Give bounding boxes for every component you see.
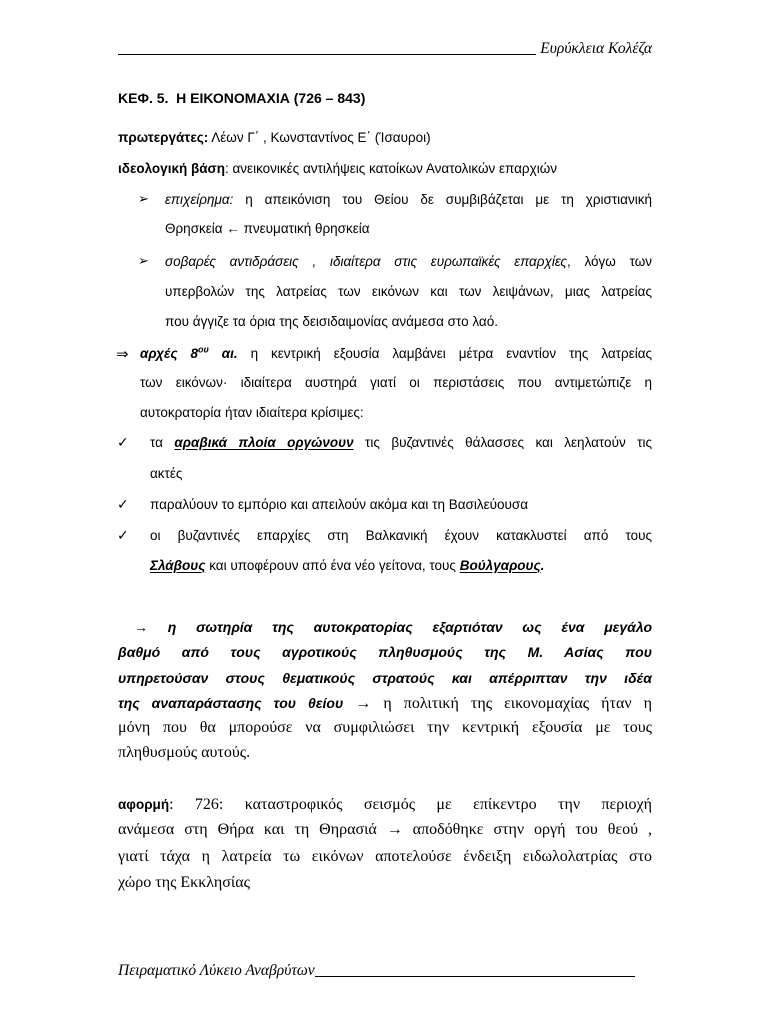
measures-term bbox=[140, 346, 238, 361]
measures-line-1 bbox=[140, 344, 652, 364]
threat-arab-fleet-line-2: ακτές bbox=[150, 466, 183, 481]
footer-school: Πειραματικό Λύκειο Αναβρύτων bbox=[118, 962, 315, 979]
trigger-line-1 bbox=[118, 795, 652, 815]
measures-term-superscript: ου bbox=[198, 344, 209, 355]
point-reactions-term: σοβαρές αντιδράσεις , ιδιαίτερα στις ευρωπαϊκές επαρχίες bbox=[165, 254, 567, 269]
page-footer bbox=[118, 960, 635, 982]
point-reactions-line-2: υπερβολών της λατρείας των εικόνων και των λειψάνων, μιας λατρείας bbox=[165, 284, 652, 299]
footer-rule bbox=[315, 976, 635, 977]
trigger-line-4: χώρο της Εκκλησίας bbox=[118, 874, 250, 891]
threat-arab-fleet-text: τις βυζαντινές θάλασσες και λεηλατούν τις bbox=[353, 435, 652, 450]
checkmark-icon: ✓ bbox=[117, 528, 129, 544]
point-argument-term: επιχείρημα: bbox=[165, 192, 234, 207]
threat-arab-fleet-highlight: αραβικά πλοία οργώνουν bbox=[174, 435, 354, 450]
threat-arab-fleet-line-1 bbox=[150, 433, 652, 453]
header-rule bbox=[118, 54, 536, 55]
point-reactions-text: , λόγω των bbox=[567, 254, 652, 269]
ideological-basis-line bbox=[118, 159, 557, 179]
threat-arab-fleet-pre: τα bbox=[150, 435, 175, 450]
trigger-label: αφορμή bbox=[118, 797, 170, 812]
point-reactions-line-1 bbox=[165, 252, 652, 272]
threat-trade-line: παραλύουν το εμπόριο και απειλούν ακόμα και τη Βασιλεύουσα bbox=[150, 497, 529, 512]
point-argument-text: η απεικόνιση του Θείου δε συμβιβάζεται με τη χριστιανική bbox=[233, 192, 652, 207]
conclusion-line-4 bbox=[118, 693, 652, 713]
arrowhead-bullet-icon: ➢ bbox=[138, 192, 149, 207]
threat-balkans-middle: και υποφέρουν από ένα νέο γείτονα, τους bbox=[205, 558, 460, 573]
trigger-line-2: ανάμεσα στη Θήρα και τη Θηρασιά → αποδόθηκε στην οργή του θεού , bbox=[118, 821, 652, 838]
threat-balkans-end: . bbox=[540, 558, 545, 573]
bulgars-highlight: Βούλγαρους bbox=[459, 558, 541, 573]
chapter-title: ΚΕΦ. 5. Η ΕΙΚΟΝΟΜΑΧΙΑ (726 – 843) bbox=[118, 90, 366, 106]
double-arrow-icon: ⇒ bbox=[116, 345, 129, 363]
page-header bbox=[118, 38, 652, 60]
measures-line-3: αυτοκρατορία ήταν ιδιαίτερα κρίσιμες: bbox=[140, 405, 364, 420]
trigger-text: : 726: καταστροφικός σεισμός με επίκεντρο την περιοχή bbox=[169, 796, 652, 813]
pioneers-label: πρωτεργάτες: bbox=[118, 130, 209, 145]
ideological-basis-text: : ανεικονικές αντιλήψεις κατοίκων Ανατολικών επαρχιών bbox=[225, 161, 557, 176]
point-reactions-line-3: που άγγιζε τα όρια της δεισιδαιμονίας ανάμεσα στο λαό. bbox=[165, 314, 498, 329]
measures-term-end: αι. bbox=[208, 346, 238, 361]
pioneers-line bbox=[118, 128, 431, 148]
measures-line-2: των εικόνων· ιδιαίτερα αυστηρά γιατί οι περιστάσεις που αντιμετώπιζε η bbox=[140, 375, 652, 390]
conclusion-line-3: υπηρετούσαν στους θεματικούς στρατούς και απέρριπταν την ιδέα bbox=[118, 670, 652, 686]
trigger-line-3: γιατί τάχα η λατρεία τω εικόνων αποτελούσε ένδειξη ειδωλολατρίας στο bbox=[118, 848, 652, 865]
point-argument-line-2: Θρησκεία ← πνευματική θρησκεία bbox=[165, 221, 370, 236]
header-author: Ευρύκλεια Κολέζα bbox=[540, 40, 652, 57]
conclusion-line-2: βαθμό από τους αγροτικούς πληθυσμούς της Μ. Ασίας που bbox=[118, 644, 652, 660]
measures-text: η κεντρική εξουσία λαμβάνει μέτρα εναντίον της λατρείας bbox=[237, 346, 653, 361]
slavs-highlight: Σλάβους bbox=[150, 558, 206, 573]
ideological-basis-label: ιδεολογική βάση bbox=[118, 161, 225, 176]
conclusion-line-1: → η σωτηρία της αυτοκρατορίας εξαρτιόταν ως ένα μεγάλο bbox=[134, 619, 652, 635]
pioneers-text: Λέων Γ΄ , Κωνσταντίνος Ε΄ (Ίσαυροι) bbox=[208, 130, 431, 145]
checkmark-icon: ✓ bbox=[117, 435, 129, 451]
conclusion-line-6: πληθυσμούς αυτούς. bbox=[118, 744, 251, 761]
threat-balkans-line-1: οι βυζαντινές επαρχίες στη Βαλκανική έχουν κατακλυστεί από τους bbox=[150, 528, 652, 543]
arrowhead-bullet-icon: ➢ bbox=[138, 254, 149, 269]
conclusion-text-start: → η πολιτική της εικονομαχίας ήταν η bbox=[343, 695, 652, 712]
conclusion-line-5: μόνη που θα μπορούσε να συμφιλιώσει την κεντρική εξουσία με τους bbox=[118, 719, 652, 736]
measures-term-main: αρχές 8 bbox=[140, 346, 199, 361]
point-argument-line-1 bbox=[165, 190, 652, 210]
checkmark-icon: ✓ bbox=[117, 497, 129, 513]
threat-balkans-line-2 bbox=[150, 556, 544, 576]
conclusion-emphasis-end: της αναπαράστασης του θείου bbox=[118, 695, 344, 711]
